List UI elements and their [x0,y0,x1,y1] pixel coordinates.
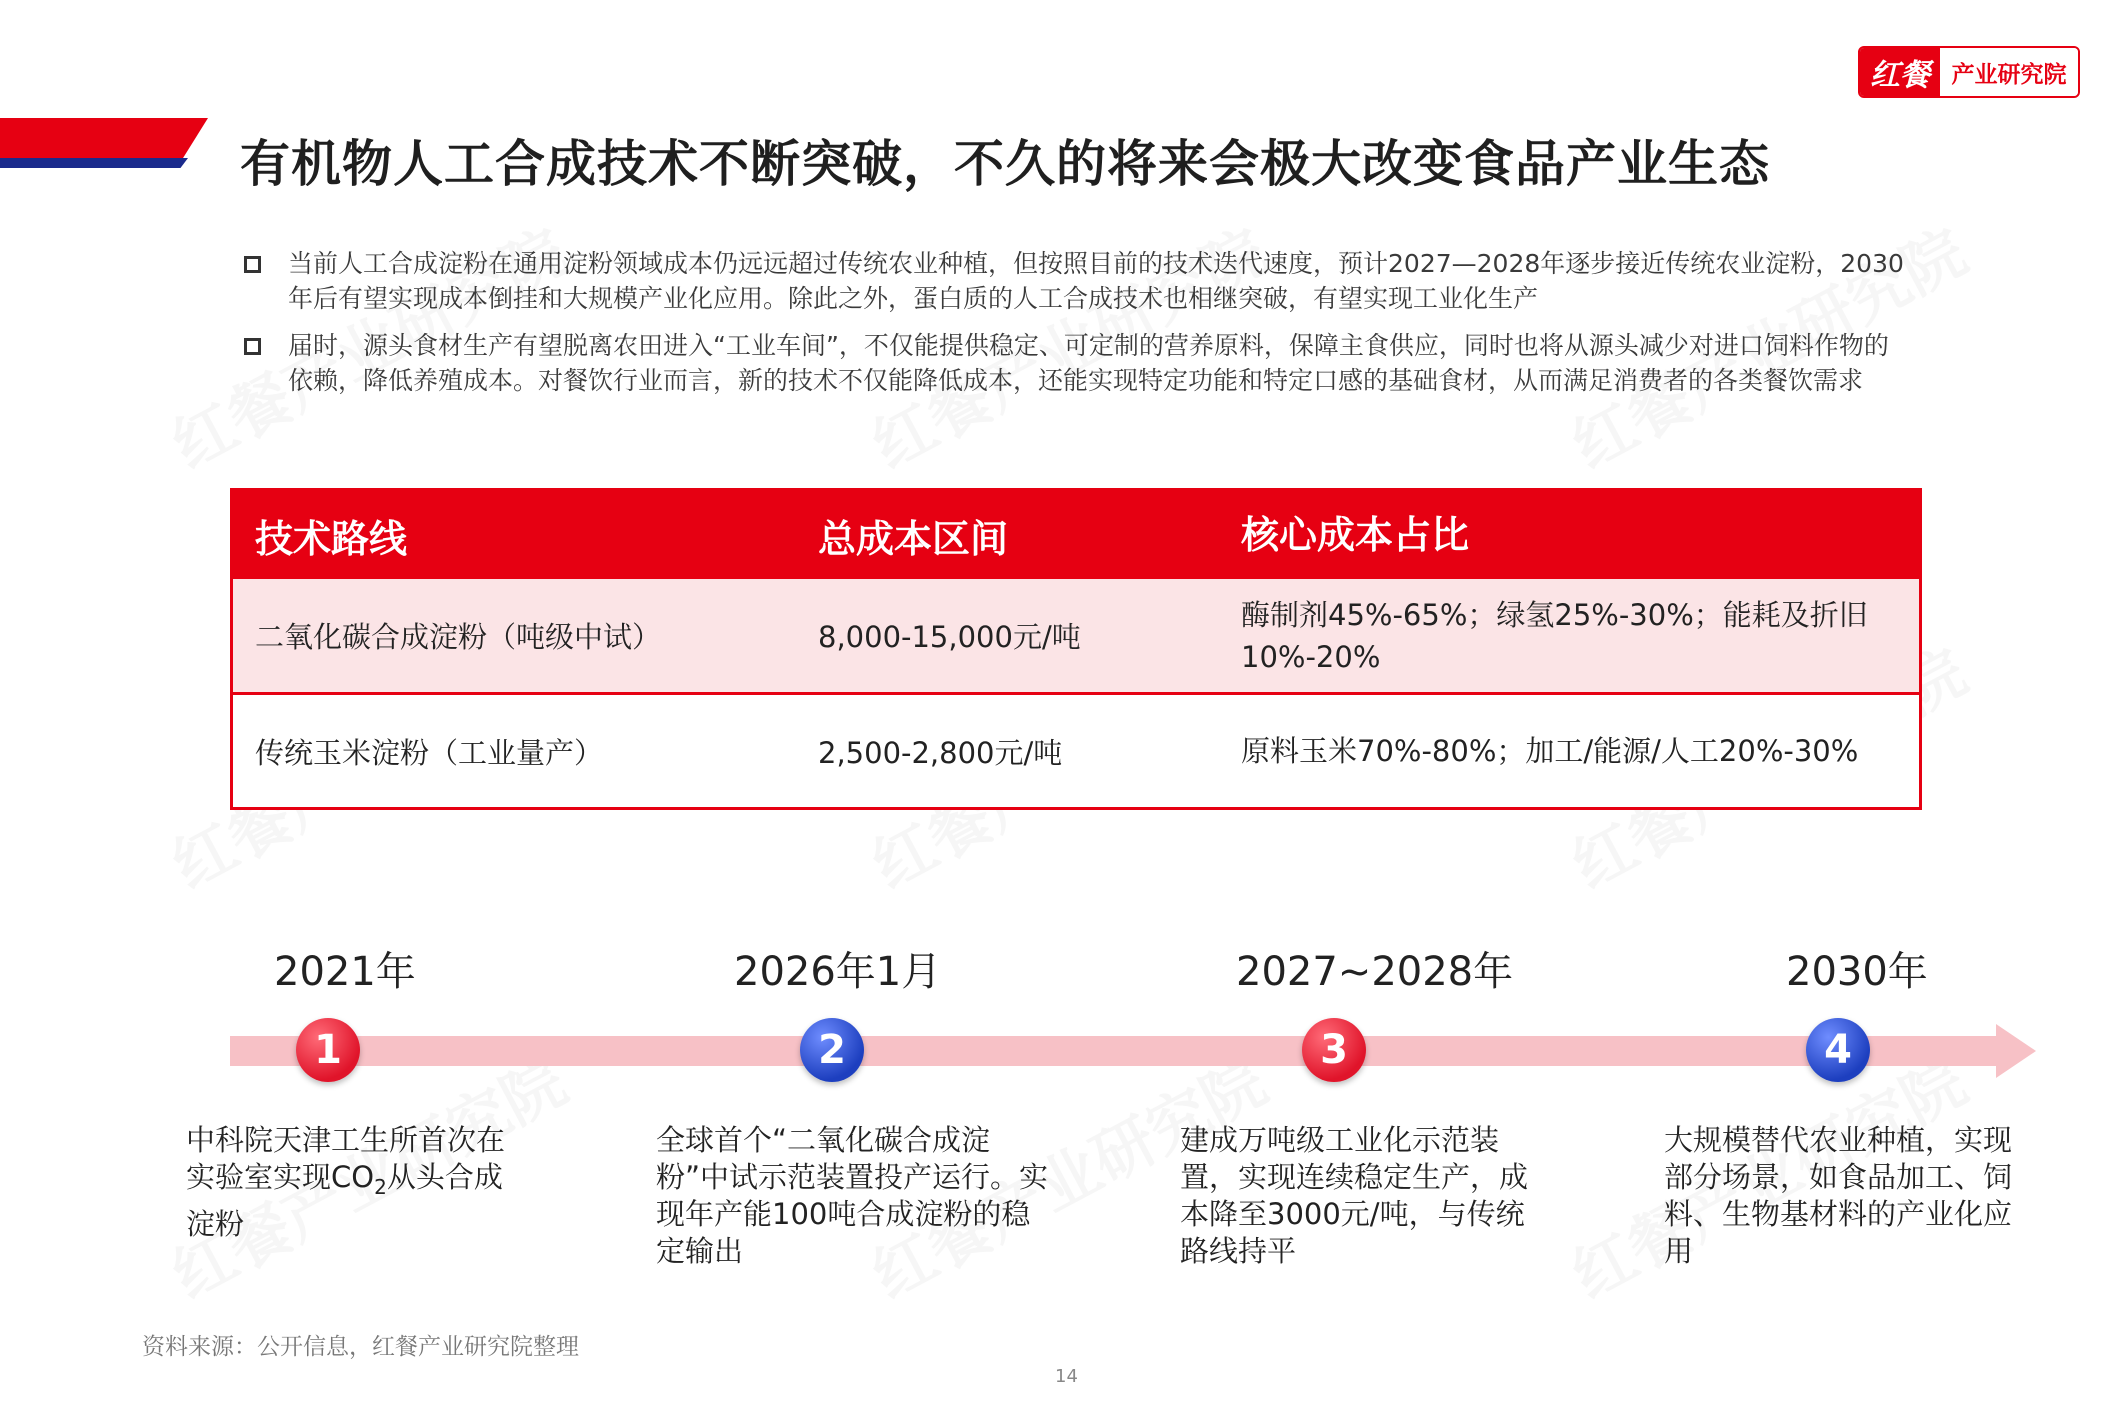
timeline-node: 3 [1302,1018,1366,1082]
timeline-year: 2027~2028年 [1236,949,1514,995]
page-number: 14 [1055,1366,1078,1387]
logo-mark: 红餐 [1860,48,1940,96]
source-note: 资料来源：公开信息，红餐产业研究院整理 [142,1334,579,1360]
subscript-text: 2 [374,1174,387,1199]
timeline-bar [230,1036,2000,1066]
timeline-node: 1 [296,1018,360,1082]
square-bullet-icon [244,338,261,355]
bullet-text: 当前人工合成淀粉在通用淀粉领域成本仍远远超过传统农业种植，但按照目前的技术迭代速度，预计2027—2028年逐步接近传统农业淀粉，2030年后有望实现成本倒挂和大规模产业化应用。除此之外，蛋白质的人工合成技术也相继突破，有望实现工业化生产 [288,249,1904,313]
square-bullet-icon [244,256,261,273]
timeline-year: 2030年 [1786,949,1928,995]
bullet-list [244,246,1904,410]
page-title: 有机物人工合成技术不断突破，不久的将来会极大改变食品产业生态 [240,135,1770,193]
timeline-arrow-icon [1996,1024,2036,1078]
cost-table [230,488,1922,810]
header-cell: 技术路线 [255,516,408,561]
timeline-year: 2021年 [274,949,416,995]
timeline-description [186,1122,516,1243]
table-row [233,579,1919,695]
table-row [233,695,1919,807]
header-cell: 核心成本占比 [1241,513,1470,557]
table-cell: 8,000-15,000元/吨 [818,620,1081,654]
table-cell: 传统玉米淀粉（工业量产） [255,735,604,770]
timeline-node: 4 [1806,1018,1870,1082]
bullet-text: 届时，源头食材生产有望脱离农田进入“工业车间”，不仅能提供稳定、可定制的营养原料，保障主食供应，同时也将从源头减少对进口饲料作物的依赖，降低养殖成本。对餐饮行业而言，新的技术不仅能降低成本，还能实现特定功能和特定口感的基础食材，从而满足消费者的各类餐饮需求 [288,331,1889,395]
timeline-node: 2 [800,1018,864,1082]
table-cell: 二氧化碳合成淀粉（吨级中试） [255,620,662,654]
bullet-item [244,246,1904,316]
timeline-description: 建成万吨级工业化示范装置，实现连续稳定生产，成本降至3000元/吨，与传统路线持平 [1180,1123,1529,1268]
timeline-description: 全球首个“二氧化碳合成淀粉”中试示范装置投产运行。实现年产能100吨合成淀粉的稳定输出 [656,1123,1049,1268]
header-red-band [0,118,208,158]
bullet-item [244,328,1904,398]
table-cell: 2,500-2,800元/吨 [818,735,1063,770]
header-cell: 总成本区间 [818,516,1009,561]
timeline-description: 大规模替代农业种植，实现部分场景，如食品加工、饲料、生物基材料的产业化应用 [1664,1123,2013,1268]
table-cell: 原料玉米70%-80%；加工/能源/人工20%-30% [1241,734,1859,768]
description-text: 从头合成淀粉 [186,1160,503,1241]
table-header [233,491,1919,579]
brand-logo [1858,46,2080,98]
timeline-year: 2026年1月 [734,949,942,995]
logo-text: 产业研究院 [1940,48,2078,96]
header-blue-band [0,158,188,168]
description-text: 中科院天津工生所首次在实验室实现CO [186,1123,506,1194]
table-cell: 酶制剂45%-65%；绿氢25%-30%；能耗及折旧10%-20% [1241,597,1868,674]
